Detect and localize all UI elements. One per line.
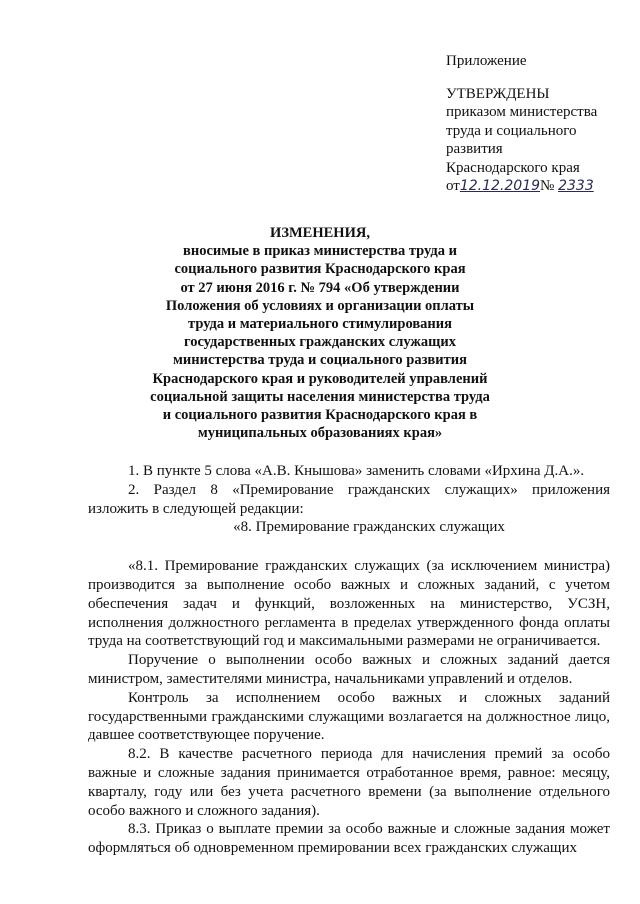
document-title [118,224,522,442]
approval-line-2: труда и социального [446,122,577,139]
number-prefix: № [540,178,555,194]
paragraph-2: 2. Раздел 8 «Премирование гражданских служащих» приложения изложить в следующей редакции: [88,481,610,517]
title-line: министерства труда и социального развития [173,352,467,369]
title-line: вносимые в приказ министерства труда и [183,243,457,260]
handwritten-date: 12.12.2019 [459,178,541,194]
approval-line-3: развития [446,141,503,157]
paragraph-control: Контроль за исполнением особо важных и сложных заданий государственными гражданскими служащими возлагается на должностное лицо, давшее соответствующее поручение. [88,689,610,744]
approval-date-row [446,177,626,196]
section-8-heading: «8. Премирование гражданских служащих [233,519,505,536]
approval-stamp-block [446,52,626,196]
title-line: муниципальных образованиях края» [197,425,443,442]
appendix-label: Приложение [446,53,527,69]
title-line: социального развития Краснодарского края [174,261,466,278]
handwritten-number: 2333 [558,178,594,194]
paragraph-8-1: «8.1. Премирование гражданских служащих (за исключением министра) производится за выполнение особо важных и сложных заданий, с учетом обеспечения задач и функций, возложенных на министерство, УСЗН, исполнения должностного регламента в пределах утвержденного фонда оплаты труда на соответствующий год и максимальными размерами не ограничивается. [88,558,610,650]
title-line: Краснодарского края и руководителей управлений [152,370,488,387]
paragraph-8-3: 8.3. Приказ о выплате премии за особо важные и сложные задания может оформляться об одновременном премировании всех гражданских служащих [88,821,610,857]
title-line: от 27 июня 2016 г. № 794 «Об утверждении [180,279,460,296]
title-line: труда и материального стимулирования [188,316,452,333]
title-line: Положения об условиях и организации оплаты [165,297,475,314]
title-line: государственных гражданских служащих [183,334,457,351]
approval-line-4: Краснодарского края [446,159,580,176]
date-prefix: от [446,178,460,194]
approval-line-1: приказом министерства [446,104,598,120]
title-line: и социального развития Краснодарского края в [162,407,478,424]
title-heading: ИЗМЕНЕНИЯ, [270,225,370,241]
document-body [88,462,610,858]
approved-label: УТВЕРЖДЕНЫ [446,85,550,102]
paragraph-order: Поручение о выполнении особо важных и сложных заданий дается министром, заместителями министра, начальниками управлений и отделов. [88,652,610,687]
paragraph-8-2: 8.2. В качестве расчетного периода для начисления премий за особо важные и сложные задания принимается отработанное время, равное: месяцу, кварталу, году или без учета расчетного времени (за выполнение отдельного особо важного и сложного задания). [88,746,610,819]
paragraph-1: 1. В пункте 5 слова «А.В. Кнышова» заменить словами «Ирхина Д.А.». [128,463,585,479]
title-line: социальной защиты населения министерства труда [150,388,490,405]
